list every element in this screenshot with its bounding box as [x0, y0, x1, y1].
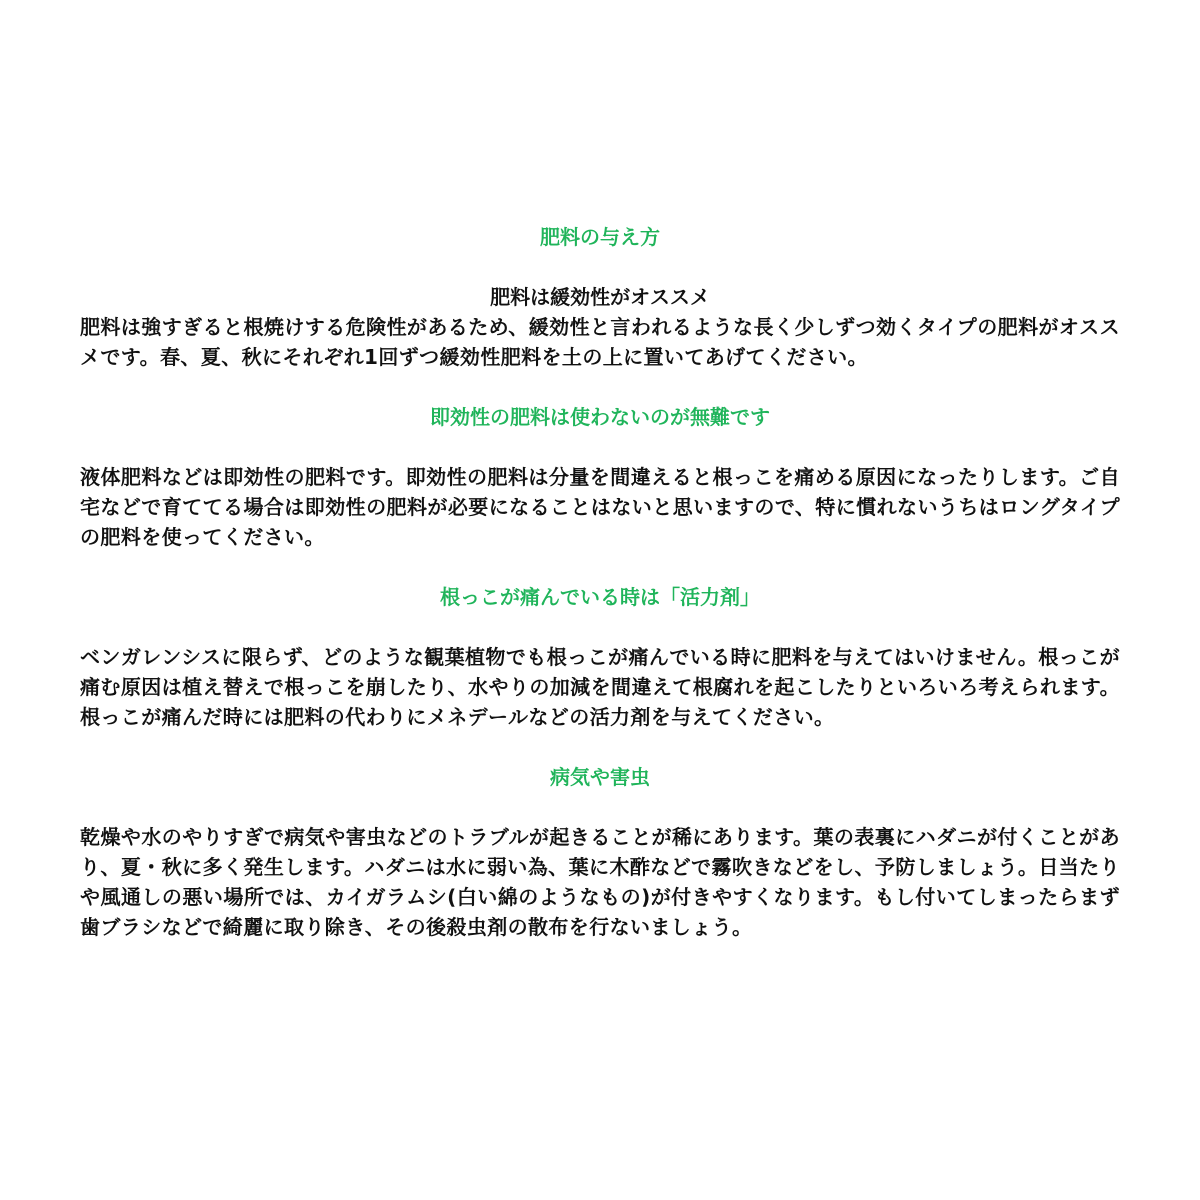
- section-fertilizer: [80, 222, 1120, 372]
- section-damaged-roots: [80, 582, 1120, 732]
- section-body: 乾燥や水のやりすぎで病気や害虫などのトラブルが起きることが稀にあります。葉の表裏にハダニが付くことがあり、夏・秋に多く発生します。ハダニは水に弱い為、葉に木酢などで霧吹きなどをし、予防しましょう。日当たりや風通しの悪い場所では、カイガラムシ(白い綿のようなもの)が付きやすくなります。もし付いてしまったらまず歯ブラシなどで綺麗に取り除き、その後殺虫剤の散布を行ないましょう。: [80, 825, 1120, 939]
- article: [80, 222, 1120, 942]
- section-heading: 肥料の与え方: [540, 225, 660, 249]
- section-heading: 病気や害虫: [550, 765, 650, 789]
- section-body: 液体肥料などは即効性の肥料です。即効性の肥料は分量を間違えると根っこを痛める原因になったりします。ご自宅などで育ててる場合は即効性の肥料が必要になることはないと思いますので、特に慣れないうちはロングタイプの肥料を使ってください。: [80, 465, 1120, 549]
- section-heading: 根っこが痛んでいる時は「活力剤」: [440, 585, 760, 609]
- section-body: 肥料は強すぎると根焼けする危険性があるため、緩効性と言われるような長く少しずつ効くタイプの肥料がオススメです。春、夏、秋にそれぞれ1回ずつ緩効性肥料を土の上に置いてあげてください。: [80, 315, 1120, 369]
- section-heading: 即効性の肥料は使わないのが無難です: [430, 405, 770, 429]
- section-pests: [80, 762, 1120, 942]
- section-subheading: 肥料は緩効性がオススメ: [490, 285, 710, 309]
- section-body: ベンガレンシスに限らず、どのような観葉植物でも根っこが痛んでいる時に肥料を与えてはいけません。根っこが痛む原因は植え替えで根っこを崩したり、水やりの加減を間違えて根腐れを起こしたりといろいろ考えられます。根っこが痛んだ時には肥料の代わりにメネデールなどの活力剤を与えてください。: [80, 645, 1120, 729]
- section-fast-acting: [80, 402, 1120, 552]
